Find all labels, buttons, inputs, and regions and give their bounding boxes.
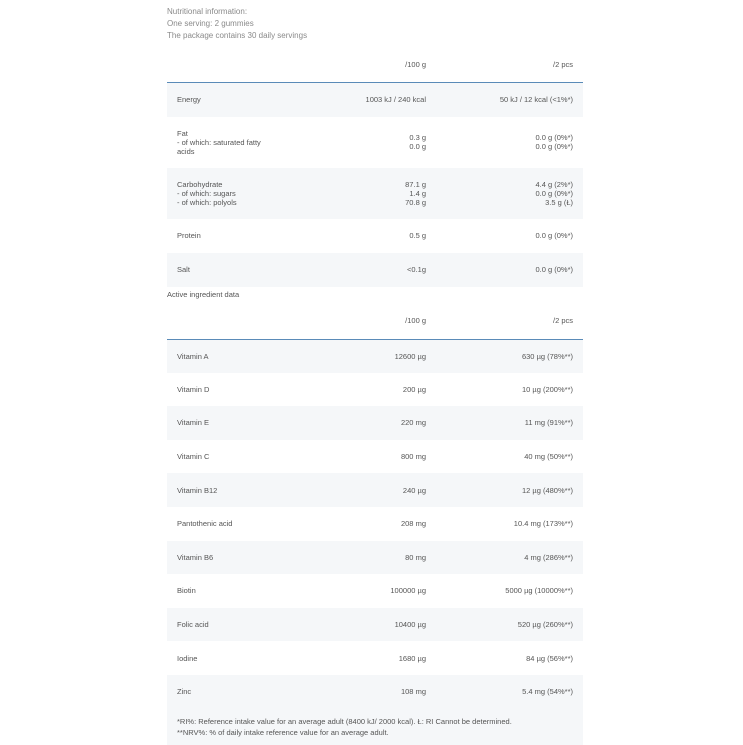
cell-line: 0.3 g xyxy=(409,133,426,142)
cell-line: Protein xyxy=(177,231,201,240)
nutrition-row xyxy=(167,117,583,168)
nutrition-row xyxy=(167,83,583,117)
active-ingredient-row xyxy=(167,473,583,507)
intro-block xyxy=(167,6,583,42)
footnote-line: **NRV%: % of daily intake reference value for an average adult. xyxy=(177,727,389,737)
cell-line: 0.0 g (0%*) xyxy=(535,142,573,151)
active-ingredient-row xyxy=(167,541,583,575)
per-100g-cell: 80 mg xyxy=(317,541,436,575)
per-2pcs-cell xyxy=(436,83,583,117)
per-2pcs-cell xyxy=(436,168,583,219)
cell-line: 0.0 g xyxy=(409,142,426,151)
cell-line: 50 kJ / 12 kcal (<1%*) xyxy=(499,95,573,105)
nutrition-table xyxy=(167,46,583,287)
active-ingredient-row xyxy=(167,641,583,675)
per-100g-cell xyxy=(317,219,436,253)
active-ingredient-row xyxy=(167,574,583,608)
cell-line: 0.0 g (0%*) xyxy=(535,188,573,198)
active-ingredient-row xyxy=(167,440,583,474)
cell-line: - of which: sugars xyxy=(177,188,236,198)
active-header-row xyxy=(167,303,583,340)
cell-line: - of which: saturated fatty xyxy=(177,137,261,147)
cell-line: Carbohydrate xyxy=(177,179,223,189)
per-2pcs-cell xyxy=(436,219,583,253)
nutrient-name-cell xyxy=(167,219,317,253)
active-ingredient-table xyxy=(167,303,583,709)
per-2pcs-cell: 5.4 mg (54%**) xyxy=(436,675,583,709)
cell-line: 0.0 g (0%*) xyxy=(535,231,573,240)
per-100g-cell: 10400 µg xyxy=(317,608,436,642)
cell-line: 87.1 g xyxy=(405,179,426,189)
per-100g-cell xyxy=(317,168,436,219)
ingredient-name-cell: Vitamin E xyxy=(167,406,317,440)
ingredient-name-cell: Iodine xyxy=(177,653,198,663)
intro-line: One serving: 2 gummies xyxy=(167,19,254,28)
per-100g-cell: 1680 µg xyxy=(398,653,426,663)
ingredient-name-cell: Vitamin B6 xyxy=(167,541,317,575)
nutrition-row xyxy=(167,168,583,219)
per-100g-cell: 208 mg xyxy=(400,519,426,529)
nutrient-name-cell xyxy=(167,168,317,219)
cell-line: 4.4 g (2%*) xyxy=(535,179,573,189)
per-2pcs-cell: 10.4 mg (173%**) xyxy=(513,519,573,529)
nutrition-row xyxy=(167,253,583,287)
per-100g-cell xyxy=(317,253,436,287)
header-cell: /100 g xyxy=(317,303,436,340)
cell-line: - of which: polyols xyxy=(177,197,237,207)
header-cell: /2 pcs xyxy=(436,303,583,340)
per-100g-cell: 240 µg xyxy=(317,473,436,507)
nutrient-name-cell xyxy=(167,253,317,287)
ingredient-name-cell: Vitamin A xyxy=(167,339,317,373)
nutrient-name-cell xyxy=(167,117,317,168)
active-ingredient-row xyxy=(167,373,583,407)
active-ingredient-row xyxy=(167,608,583,642)
active-ingredient-row xyxy=(167,406,583,440)
ingredient-name-cell: Pantothenic acid xyxy=(177,519,233,529)
active-ingredient-row xyxy=(167,339,583,373)
per-100g-cell xyxy=(317,83,436,117)
per-2pcs-cell: 40 mg (50%**) xyxy=(524,452,573,462)
active-ingredient-label: Active ingredient data xyxy=(167,289,240,299)
nutrition-panel xyxy=(167,6,583,745)
ingredient-name-cell: Zinc xyxy=(167,675,317,709)
per-2pcs-cell: 630 µg (78%**) xyxy=(436,339,583,373)
cell-line: Fat xyxy=(177,128,188,138)
cell-line: 3.5 g (Ł) xyxy=(545,197,573,207)
intro-line: Nutritional information: xyxy=(167,7,248,16)
header-cell: /100 g xyxy=(317,46,436,83)
active-ingredient-row xyxy=(167,675,583,709)
per-2pcs-cell: 11 mg (91%**) xyxy=(436,406,583,440)
footnotes xyxy=(167,709,583,745)
ingredient-name-cell: Folic acid xyxy=(167,608,317,642)
per-2pcs-cell xyxy=(436,117,583,168)
cell-line: acids xyxy=(177,146,195,156)
per-2pcs-cell: 84 µg (56%**) xyxy=(526,653,573,663)
cell-line: 70.8 g xyxy=(405,197,426,207)
per-2pcs-cell: 5000 µg (10000%**) xyxy=(505,586,573,596)
nutrition-row xyxy=(167,219,583,253)
per-100g-cell: 108 mg xyxy=(317,675,436,709)
per-100g-cell xyxy=(317,117,436,168)
footnote-line: *RI%: Reference intake value for an average adult (8400 kJ/ 2000 kcal). Ł: RI Cannot be determined. xyxy=(177,716,512,726)
ingredient-name-cell: Vitamin D xyxy=(177,384,210,394)
per-100g-cell: 800 mg xyxy=(400,452,426,462)
per-100g-cell: 200 µg xyxy=(402,384,426,394)
active-ingredient-row xyxy=(167,507,583,541)
per-2pcs-cell xyxy=(436,253,583,287)
nutrient-name-cell xyxy=(167,83,317,117)
header-cell: /2 pcs xyxy=(436,46,583,83)
per-2pcs-cell: 520 µg (260%**) xyxy=(436,608,583,642)
cell-line: <0.1g xyxy=(407,265,426,274)
ingredient-name-cell: Vitamin C xyxy=(177,452,210,462)
cell-line: Salt xyxy=(177,265,190,274)
header-cell xyxy=(167,303,317,340)
per-2pcs-cell: 12 µg (480%**) xyxy=(436,473,583,507)
ingredient-name-cell: Biotin xyxy=(177,586,196,596)
per-100g-cell: 12600 µg xyxy=(317,339,436,373)
cell-line: 1.4 g xyxy=(409,188,426,198)
per-2pcs-cell: 4 mg (286%**) xyxy=(436,541,583,575)
per-100g-cell: 220 mg xyxy=(317,406,436,440)
cell-line: 0.0 g (0%*) xyxy=(535,265,573,274)
cell-line: Energy xyxy=(177,95,201,105)
cell-line: 0.0 g (0%*) xyxy=(535,133,573,142)
intro-line: The package contains 30 daily servings xyxy=(167,31,308,40)
per-100g-cell: 100000 µg xyxy=(390,586,426,596)
header-cell xyxy=(167,46,317,83)
per-2pcs-cell: 10 µg (200%**) xyxy=(521,384,573,394)
nutrition-header-row xyxy=(167,46,583,83)
ingredient-name-cell: Vitamin B12 xyxy=(167,473,317,507)
cell-line: 0.5 g xyxy=(409,231,426,240)
cell-line: 1003 kJ / 240 kcal xyxy=(365,95,426,105)
